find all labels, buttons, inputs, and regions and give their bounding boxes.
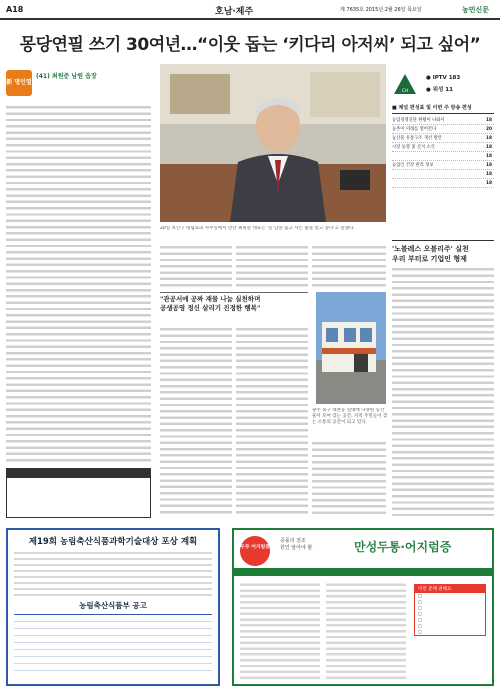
series-logo: 新 명인열 (6, 70, 32, 96)
clinic-ad-tagline-2: 원인 알아야 할 (280, 545, 313, 551)
side-headline-line-1: '노블레스 오블리주' 실천 (392, 245, 469, 253)
guide-row-page: 20 (486, 127, 492, 132)
clinic-ad-text-2 (326, 582, 406, 682)
table-row (14, 636, 212, 643)
section-title: 호남·제주 (215, 7, 254, 17)
article-column-4 (312, 244, 386, 288)
article-column-6 (236, 326, 308, 516)
clinic-ad-title: 만성두통·어지럼증 (354, 540, 452, 554)
photo-caption-2: 광주 북구 대촌동 일대에 다양한 농산물이 모여 있는 공간. 지역 주민들이 찾는 소통의 공간이 되고 있다. (312, 408, 388, 425)
side-article-text (392, 266, 494, 516)
guide-row-page: 18 (486, 145, 492, 150)
sub-headline-line-2: 공생공영 정신 살리기 진정한 행복" (160, 304, 261, 312)
issue-date: 제 7635호 2015년 2월 26일 목요일 (340, 7, 422, 13)
guide-row-title: 시장 동향 및 산지 소식 (392, 145, 435, 150)
award-ad-title: 제19회 농림축산식품과학기술대상 포상 계획 (28, 537, 198, 547)
guide-row-page: 18 (486, 181, 492, 186)
checklist-item: □ (418, 593, 422, 598)
guide-row-page: 18 (486, 154, 492, 159)
program-guide-title: ■ 채널 편성표 및 이번 주 방송 편성 (392, 104, 494, 114)
portrait-photo (160, 64, 386, 222)
table-row (14, 650, 212, 657)
checklist-item: □ (418, 599, 422, 604)
table-row (14, 615, 212, 622)
program-guide (392, 104, 494, 188)
checklist-title: 이런 분께 권해요 (415, 585, 485, 593)
contact-row (11, 493, 41, 498)
series-kicker (6, 70, 151, 98)
guide-row-title: 농촌이 미래를 열어간다 (392, 127, 437, 132)
article-column-1 (6, 104, 151, 462)
sub-headline-line-1: "관공서에 공짜 재물 나눔 실천하며 (160, 295, 261, 303)
guide-row-title: 농업경영진단 현황이 나와서 (392, 118, 445, 123)
table-row (14, 643, 212, 650)
page-number: A18 (6, 5, 24, 14)
side-headline-line-2: 우리 부터로 기업인 형제 (392, 255, 467, 263)
clinic-ad (232, 528, 494, 686)
article-column-5 (160, 326, 232, 516)
award-ad-table (14, 614, 212, 671)
svg-text:CH: CH (401, 89, 409, 94)
guide-row-page: 18 (486, 118, 492, 123)
table-row (14, 629, 212, 636)
guide-row-page: 18 (486, 163, 492, 168)
clinic-ad-text-1 (240, 582, 320, 682)
series-number: (41) 최원준 남원 읍장 (36, 73, 97, 80)
clinic-ad-band (234, 568, 492, 576)
article-column-2 (160, 244, 232, 288)
page-header (0, 0, 500, 20)
channel-line-2: ● 위성 11 (426, 87, 453, 93)
clinic-ad-checklist (414, 584, 486, 636)
guide-row (392, 116, 494, 125)
side-headline (392, 240, 494, 264)
award-announcement-ad (6, 528, 220, 686)
checklist-item: □ (418, 629, 422, 634)
sub-headline (160, 292, 308, 322)
guide-row (392, 152, 494, 161)
newspaper-brand: 농민신문 (462, 6, 490, 14)
photo-caption-1: 20일 보산구 대림로의 사무실에서 만난 최원준 대표는 '늘 남을 돕고 사는 삶을 살고 싶다'고 말했다. (160, 226, 355, 231)
guide-row (392, 161, 494, 170)
clinic-ad-tagline-1: 증풍의 전조 (280, 538, 306, 544)
guide-row (392, 134, 494, 143)
table-row (14, 657, 212, 664)
table-row (14, 622, 212, 629)
building-photo-frame (316, 292, 386, 404)
checklist-item: □ (418, 617, 422, 622)
contact-info-box (6, 468, 151, 518)
article-column-3 (236, 244, 308, 288)
contact-info-title (7, 469, 150, 478)
channel-line-1: ● IPTV 183 (426, 75, 461, 81)
clinic-ad-badge: 두루 어지럼증 (240, 536, 270, 566)
main-headline: 몽당연필 쓰기 30여년…“이웃 돕는 ‘키다리 아저씨’ 되고 싶어” (19, 35, 481, 55)
channel-logo-icon (392, 72, 418, 98)
award-ad-subtitle: 농림축산식품부 공고 (79, 601, 147, 610)
checklist-item: □ (418, 605, 422, 610)
guide-row-title: 농산물 유통구조 개선 방안 (392, 136, 442, 141)
channel-box (392, 72, 494, 100)
guide-row (392, 125, 494, 134)
contact-row (11, 483, 41, 488)
guide-row-page: 18 (486, 172, 492, 177)
award-ad-paragraph (14, 550, 212, 596)
guide-row-title: 농업인 건강 관리 정보 (392, 163, 434, 168)
article-column-7 (312, 440, 386, 516)
clinic-ad-tagline (280, 538, 312, 552)
guide-row (392, 170, 494, 179)
table-row (14, 664, 212, 671)
checklist-item: □ (418, 623, 422, 628)
contact-row (11, 503, 41, 508)
guide-row (392, 179, 494, 188)
guide-row (392, 143, 494, 152)
guide-row-page: 18 (486, 136, 492, 141)
checklist-item: □ (418, 611, 422, 616)
